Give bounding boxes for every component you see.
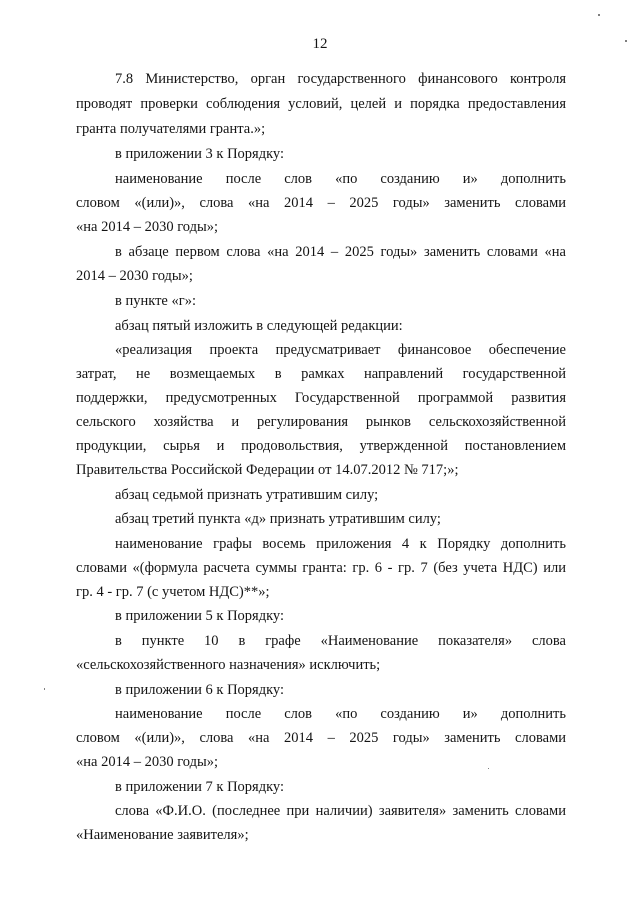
text-line: словами «(формула расчета суммы гранта: гр. 6 - гр. 7 (без учета НДС) или xyxy=(76,560,566,576)
text-line: проводят проверки соблюдения условий, целей и порядка предоставления xyxy=(76,96,566,112)
scan-speck xyxy=(625,40,627,42)
text-line: в приложении 5 к Порядку: xyxy=(115,608,285,624)
text-line: продукции, сырья и продовольствия, утвержденной постановлением xyxy=(76,438,566,454)
text-line: поддержки, предусмотренных Государственной программой развития xyxy=(76,390,566,406)
text-line: 2014 – 2030 годы»; xyxy=(76,268,193,284)
text-line: слова «Ф.И.О. (последнее при наличии) заявителя» заменить словами xyxy=(115,803,566,819)
text-line: «сельскохозяйственного назначения» исключить; xyxy=(76,657,381,673)
text-line: гранта получателями гранта.»; xyxy=(76,121,266,137)
text-line: словом «(или)», слова «на 2014 – 2025 годы» заменить словами xyxy=(76,730,566,746)
text-line: 7.8 Министерство, орган государственного финансового контроля xyxy=(115,71,566,87)
text-line: в приложении 6 к Порядку: xyxy=(115,682,285,698)
text-line: наименование графы восемь приложения 4 к Порядку дополнить xyxy=(115,536,566,552)
text-line: в пункте 10 в графе «Наименование показателя» слова xyxy=(115,633,566,649)
text-line: Правительства Российской Федерации от 14.07.2012 № 717;»; xyxy=(76,462,459,478)
text-line: «Наименование заявителя»; xyxy=(76,827,249,843)
text-line: гр. 4 - гр. 7 (с учетом НДС)**»; xyxy=(76,584,270,600)
text-line: в приложении 7 к Порядку: xyxy=(115,779,285,795)
page-number: 12 xyxy=(312,36,328,52)
text-line: наименование после слов «по созданию и» дополнить xyxy=(115,706,566,722)
text-line: «на 2014 – 2030 годы»; xyxy=(76,754,219,770)
text-line: «реализация проекта предусматривает финансовое обеспечение xyxy=(115,342,566,358)
text-line: «на 2014 – 2030 годы»; xyxy=(76,219,219,235)
scan-speck xyxy=(488,768,489,769)
text-line: абзац пятый изложить в следующей редакции: xyxy=(115,318,403,334)
text-line: словом «(или)», слова «на 2014 – 2025 годы» заменить словами xyxy=(76,195,566,211)
text-line: наименование после слов «по созданию и» дополнить xyxy=(115,171,566,187)
text-line: в абзаце первом слова «на 2014 – 2025 годы» заменить словами «на xyxy=(115,244,566,260)
text-line: абзац седьмой признать утратившим силу; xyxy=(115,487,379,503)
text-line: абзац третий пункта «д» признать утратившим силу; xyxy=(115,511,441,527)
text-line: затрат, не возмещаемых в рамках направлений государственной xyxy=(76,366,566,382)
scan-speck xyxy=(598,14,600,16)
text-line: сельского хозяйства и регулирования рынков сельскохозяйственной xyxy=(76,414,566,430)
text-line: в пункте «г»: xyxy=(115,293,196,309)
scan-speck xyxy=(44,688,45,690)
text-line: в приложении 3 к Порядку: xyxy=(115,146,285,162)
